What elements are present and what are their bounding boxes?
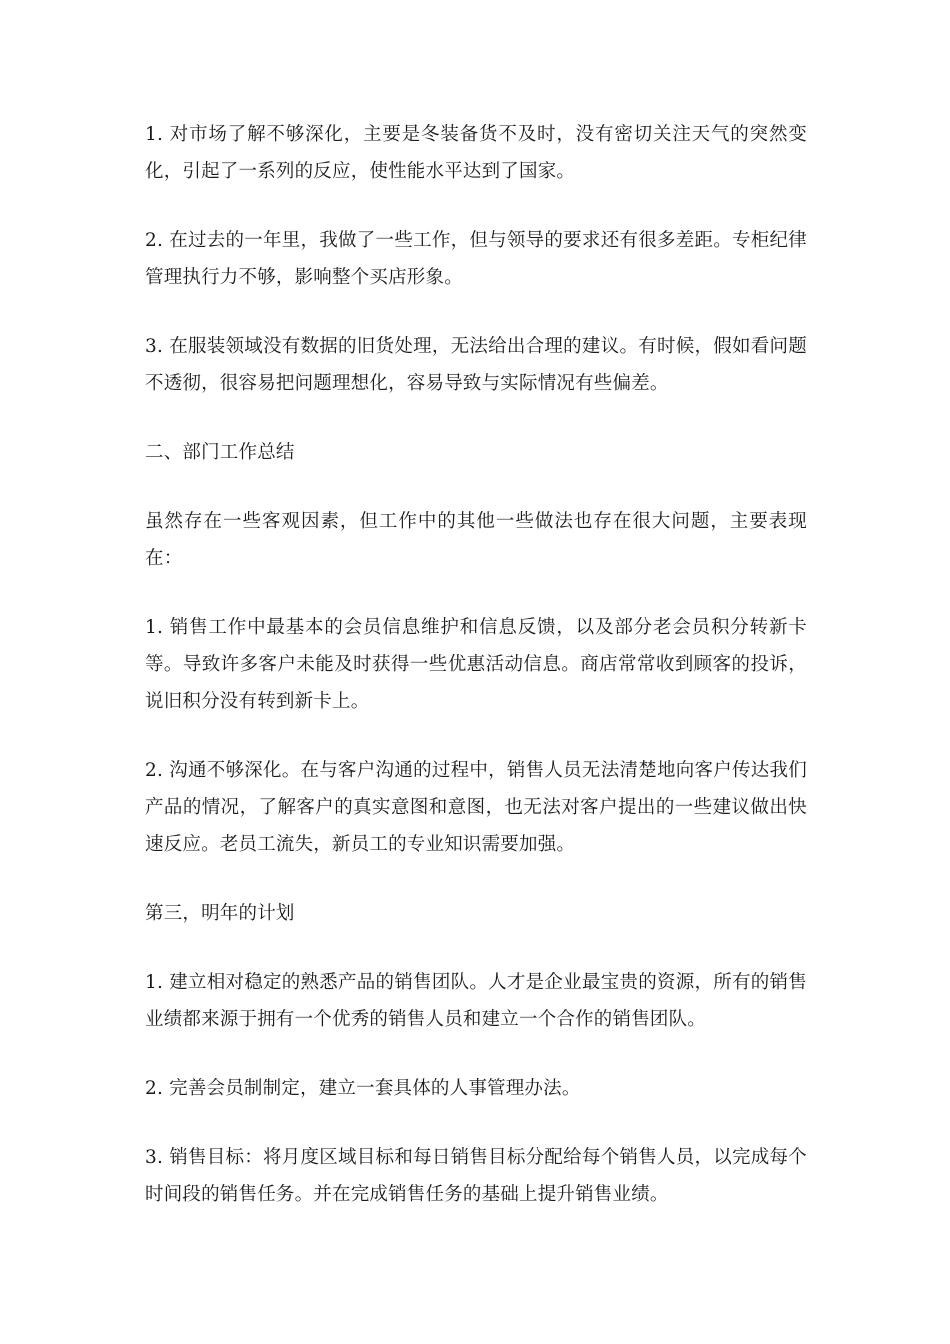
document-body	[145, 116, 807, 1245]
list-item-work-gap: 2. 在过去的一年里，我做了一些工作，但与领导的要求还有很多差距。专柜纪律管理执行力不够，影响整个买店形象。	[145, 230, 807, 288]
list-item-market-understanding: 1. 对市场了解不够深化，主要是冬装备货不及时，没有密切关注天气的突然变化，引起了一系列的反应，使性能水平达到了国家。	[145, 124, 807, 182]
list-item-communication: 2. 沟通不够深化。在与客户沟通的过程中，销售人员无法清楚地向客户传达我们产品的情况，了解客户的真实意图和意图，也无法对客户提出的一些建议做出快速反应。老员工流失，新员工的专业知识需要加强。	[145, 760, 807, 855]
list-item-sales-team: 1. 建立相对稳定的熟悉产品的销售团队。人才是企业最宝贵的资源，所有的销售业绩都来源于拥有一个优秀的销售人员和建立一个合作的销售团队。	[145, 972, 807, 1030]
list-item-membership-system: 2. 完善会员制制定，建立一套具体的人事管理办法。	[145, 1078, 581, 1099]
list-item-old-stock: 3. 在服装领域没有数据的旧货处理，无法给出合理的建议。有时候，假如看问题不透彻，很容易把问题理想化，容易导致与实际情况有些偏差。	[145, 336, 807, 394]
list-item-sales-targets: 3. 销售目标：将月度区域目标和每日销售目标分配给每个销售人员，以完成每个时间段的销售任务。并在完成销售任务的基础上提升销售业绩。	[145, 1147, 807, 1205]
section-heading-next-year-plan: 第三，明年的计划	[145, 903, 295, 924]
section-heading-department-summary: 二、部门工作总结	[145, 442, 295, 463]
list-item-member-info: 1. 销售工作中最基本的会员信息维护和信息反馈，以及部分老会员积分转新卡等。导致许多客户未能及时获得一些优惠活动信息。商店常常收到顾客的投诉，说旧积分没有转到新卡上。	[145, 617, 807, 712]
body-paragraph-problems-intro: 虽然存在一些客观因素，但工作中的其他一些做法也存在很大问题，主要表现在：	[145, 511, 807, 569]
